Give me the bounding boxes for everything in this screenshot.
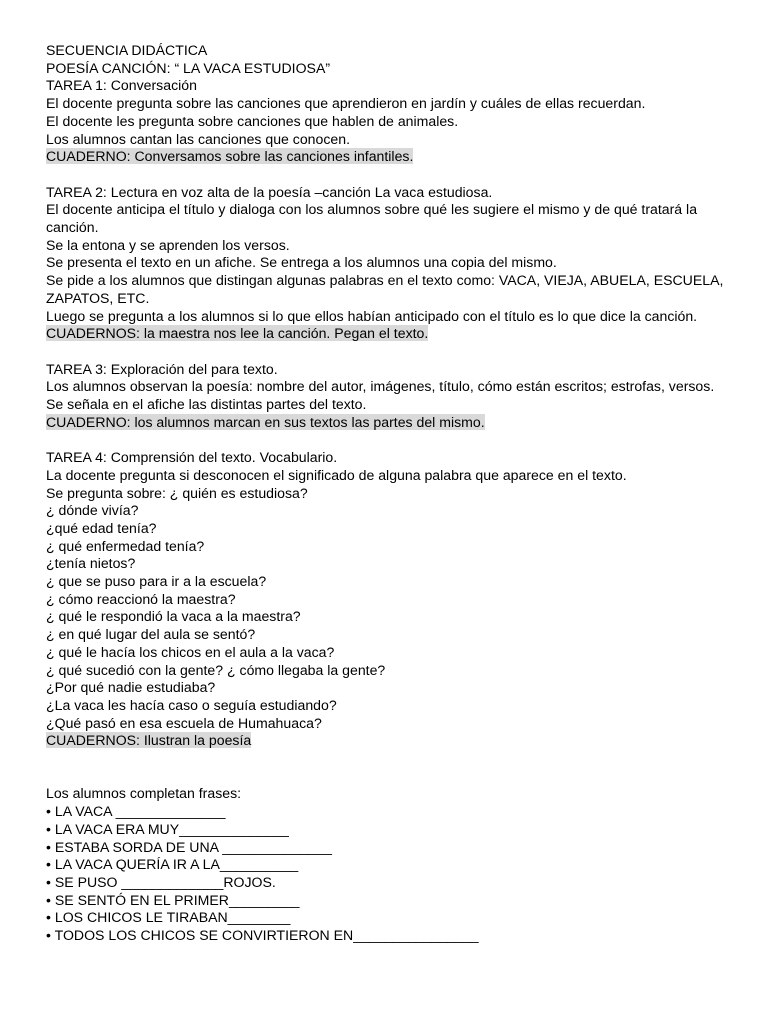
spacer [46, 750, 736, 785]
question-line: ¿ en qué lugar del aula se sentó? [46, 626, 256, 643]
document-body [46, 42, 736, 945]
task-2-notebook-highlight: CUADERNOS: la maestra nos lee la canción. Pegan el texto. [46, 325, 429, 342]
task-4-notebook [46, 732, 736, 750]
question-line: ¿tenía nietos? [46, 555, 136, 572]
task-2-line: Luego se pregunta a los alumnos si lo que ellos habían anticipado con el título es lo que dice la canción. [46, 307, 698, 324]
question-line: ¿ qué sucedió con la gente? ¿ cómo llegaba la gente? [46, 661, 386, 678]
question-line: ¿ qué enfermedad tenía? [46, 537, 205, 554]
question-line: ¿La vaca les hacía caso o seguía estudiando? [46, 696, 337, 713]
task-1-line: El docente les pregunta sobre canciones que hablen de animales. [46, 112, 459, 129]
completion-item: • SE SENTÓ EN EL PRIMER_________ [46, 891, 300, 908]
task-3-notebook [46, 414, 736, 432]
task-2-line: Se presenta el texto en un afiche. Se entrega a los alumnos una copia del mismo. [46, 254, 557, 271]
task-3-heading: TAREA 3: Exploración del para texto. [46, 360, 278, 377]
task-2-section [46, 184, 736, 343]
completion-item: • SE PUSO _____________ROJOS. [46, 873, 276, 890]
task-1-heading: TAREA 1: Conversación [46, 77, 197, 94]
task-1-line: Los alumnos cantan las canciones que conocen. [46, 130, 350, 147]
completion-section [46, 785, 736, 944]
task-2-heading: TAREA 2: Lectura en voz alta de la poesía –canción La vaca estudiosa. [46, 183, 493, 200]
spacer [46, 343, 736, 361]
question-line: ¿ qué le respondió la vaca a la maestra? [46, 608, 301, 625]
question-line: ¿ dónde vivía? [46, 502, 139, 519]
task-1-notebook-highlight: CUADERNO: Conversamos sobre las canciones infantiles. [46, 148, 414, 165]
task-1-section [46, 77, 736, 166]
task-1-notebook [46, 148, 736, 166]
completion-item: • LA VACA ERA MUY______________ [46, 820, 289, 837]
task-4-notebook-highlight: CUADERNOS: Ilustran la poesía [46, 732, 252, 749]
document-subtitle: POESÍA CANCIÓN: “ LA VACA ESTUDIOSA” [46, 59, 331, 76]
question-line: ¿ cómo reaccionó la maestra? [46, 590, 236, 607]
question-line: ¿Por qué nadie estudiaba? [46, 679, 216, 696]
question-line: Se pregunta sobre: ¿ quién es estudiosa? [46, 484, 308, 501]
task-2-line: Se la entona y se aprenden los versos. [46, 236, 290, 253]
task-2-line: El docente anticipa el título y dialoga con los alumnos sobre qué les sugiere el mismo y de qué tratará la canción. [46, 201, 698, 236]
task-3-line: Se señala en el afiche las distintas partes del texto. [46, 396, 367, 413]
completion-item: • ESTABA SORDA DE UNA ______________ [46, 838, 332, 855]
question-line: ¿Qué pasó en esa escuela de Humahuaca? [46, 714, 322, 731]
completion-item: • LA VACA ______________ [46, 803, 226, 820]
task-3-section [46, 361, 736, 432]
completion-item: • LA VACA QUERÍA IR A LA__________ [46, 856, 299, 873]
question-line: ¿qué edad tenía? [46, 519, 157, 536]
task-2-line: Se pide a los alumnos que distingan algunas palabras en el texto como: VACA, VIEJA, ABUELA, ESCUELA, ZAPATOS, ETC. [46, 272, 724, 306]
task-2-notebook [46, 325, 736, 343]
question-line: ¿ que se puso para ir a la escuela? [46, 573, 267, 590]
completion-heading: Los alumnos completan frases: [46, 785, 242, 802]
task-4-section [46, 449, 736, 750]
question-line: ¿ qué le hacía los chicos en el aula a la vaca? [46, 643, 335, 660]
document-title: SECUENCIA DIDÁCTICA [46, 42, 208, 58]
task-4-heading: TAREA 4: Comprensión del texto. Vocabulario. [46, 449, 338, 466]
spacer [46, 166, 736, 184]
task-1-line: El docente pregunta sobre las canciones que aprendieron en jardín y cuáles de ellas recuerdan. [46, 95, 646, 112]
completion-item: • LOS CHICOS LE TIRABAN________ [46, 909, 291, 926]
task-3-notebook-highlight: CUADERNO: los alumnos marcan en sus textos las partes del mismo. [46, 413, 485, 430]
task-3-line: Los alumnos observan la poesía: nombre del autor, imágenes, título, cómo están escritos; estrofas, versos. [46, 378, 715, 395]
completion-item: • TODOS LOS CHICOS SE CONVIRTIERON EN________________ [46, 927, 479, 944]
spacer [46, 431, 736, 449]
task-4-intro: La docente pregunta si desconocen el significado de alguna palabra que aparece en el texto. [46, 466, 627, 483]
